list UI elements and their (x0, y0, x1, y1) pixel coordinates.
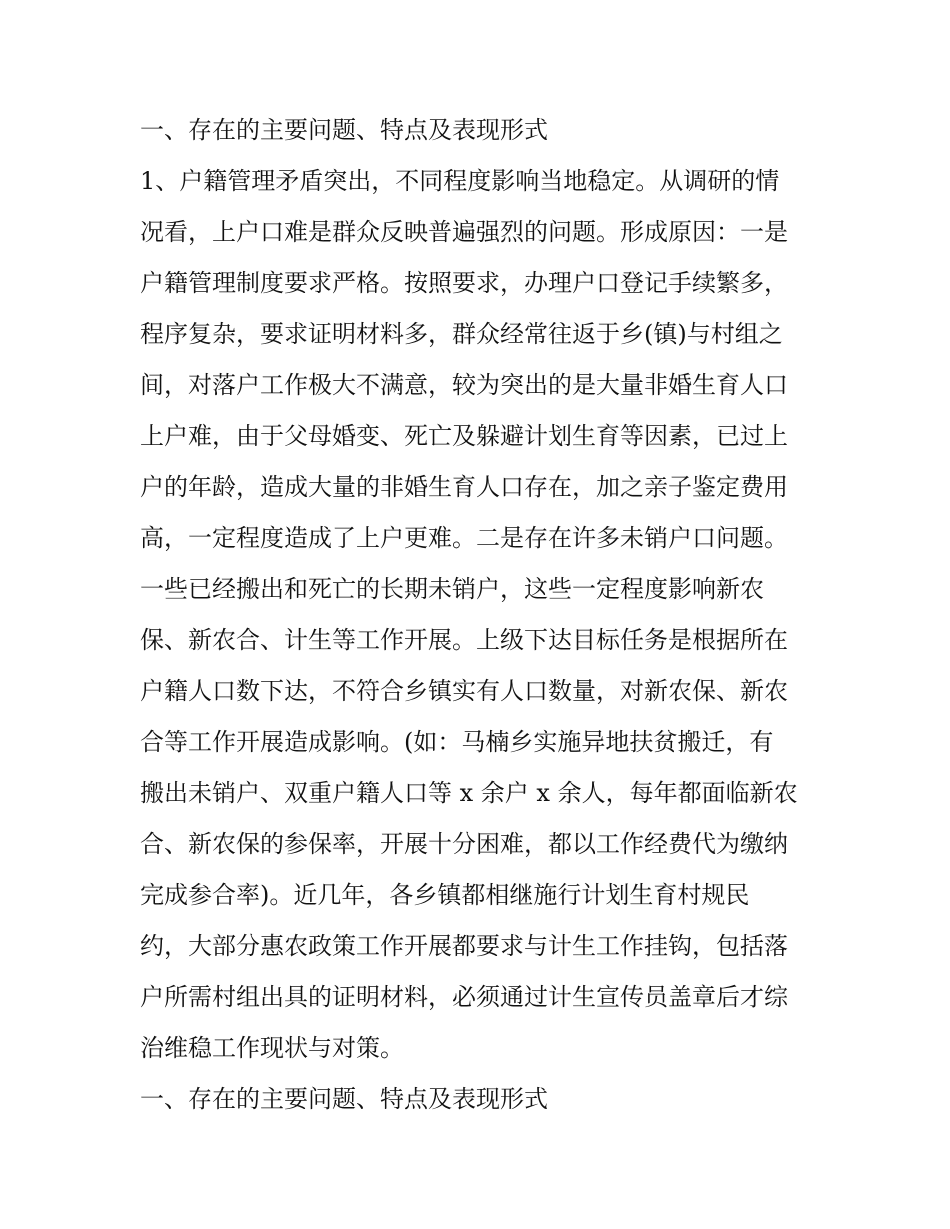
document-body (140, 105, 820, 1125)
body-line: 高，一定程度造成了上户更难。二是存在许多未销户口问题。 (140, 524, 788, 552)
body-line: 上户难，由于父母婚变、死亡及躲避计划生育等因素，已过上 (140, 422, 788, 450)
body-line: 保、新农合、计生等工作开展。上级下达目标任务是根据所在 (140, 626, 788, 654)
body-line: 间，对落户工作极大不满意，较为突出的是大量非婚生育人口 (140, 371, 788, 399)
body-line: 1、户籍管理矛盾突出，不同程度影响当地稳定。从调研的情 (140, 167, 780, 195)
body-line: 况看，上户口难是群众反映普遍强烈的问题。形成原因：一是 (140, 218, 788, 246)
body-line: 搬出未销户、双重户籍人口等 x 余户 x 余人，每年都面临新农 (140, 779, 798, 807)
body-line: 治维稳工作现状与对策。 (140, 1034, 404, 1062)
body-line: 程序复杂，要求证明材料多，群众经常往返于乡(镇)与村组之 (140, 320, 783, 348)
body-line: 户所需村组出具的证明材料，必须通过计生宣传员盖章后才综 (140, 983, 788, 1011)
section-heading: 一、存在的主要问题、特点及表现形式 (140, 116, 548, 144)
body-line: 约，大部分惠农政策工作开展都要求与计生工作挂钩，包括落 (140, 932, 788, 960)
body-line: 户籍管理制度要求严格。按照要求，办理户口登记手续繁多， (140, 269, 788, 297)
body-line: 合、新农保的参保率，开展十分困难，都以工作经费代为缴纳 (140, 830, 788, 858)
body-line: 户籍人口数下达，不符合乡镇实有人口数量，对新农保、新农 (140, 677, 788, 705)
body-line: 户的年龄，造成大量的非婚生育人口存在，加之亲子鉴定费用 (140, 473, 788, 501)
body-line: 一些已经搬出和死亡的长期未销户，这些一定程度影响新农 (140, 575, 764, 603)
section-heading: 一、存在的主要问题、特点及表现形式 (140, 1085, 548, 1113)
body-line: 完成参合率)。近几年，各乡镇都相继施行计划生育村规民 (140, 881, 750, 909)
body-line: 合等工作开展造成影响。(如：马楠乡实施异地扶贫搬迁，有 (140, 728, 774, 756)
